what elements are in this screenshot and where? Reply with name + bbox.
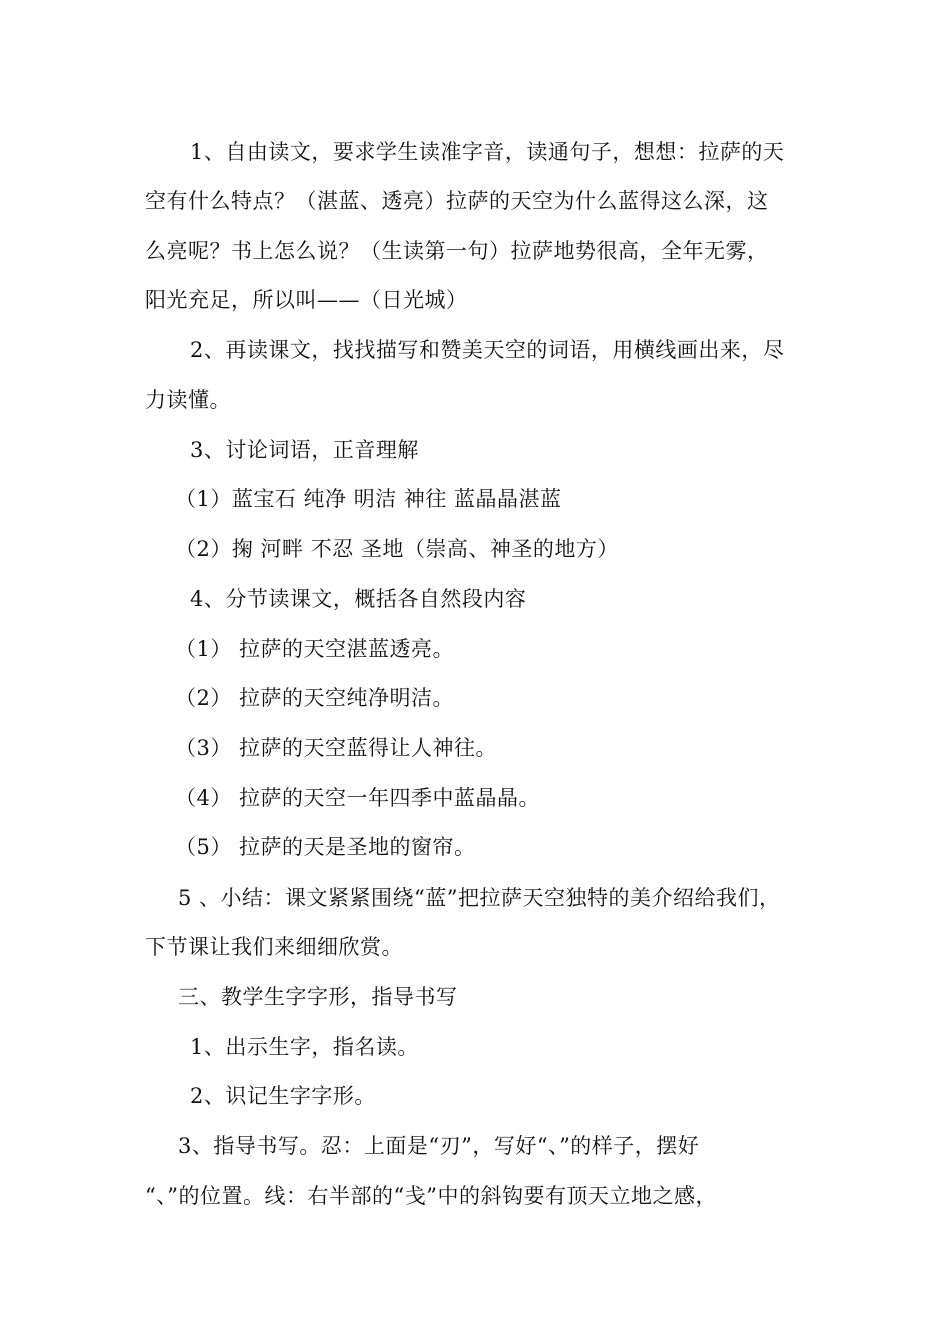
- text-line: 4、分节读课文，概括各自然段内容: [190, 587, 527, 611]
- text-line: 么亮呢？书上怎么说？（生读第一句）拉萨地势很高，全年无雾，: [145, 239, 769, 263]
- text-line: 3、讨论词语，正音理解: [190, 438, 419, 462]
- text-line: （5） 拉萨的天是圣地的窗帘。: [175, 835, 476, 859]
- text-line: 5 、小结：课文紧紧围绕“蓝”把拉萨天空独特的美介绍给我们，: [178, 886, 781, 910]
- text-line: （1）蓝宝石 纯净 明洁 神往 蓝晶晶湛蓝: [175, 487, 562, 511]
- text-line: 阳光充足，所以叫——（日光城）: [145, 288, 468, 312]
- text-line: （2）掬 河畔 不忍 圣地（崇高、神圣的地方）: [175, 537, 619, 561]
- text-line: 下节课让我们来细细欣赏。: [145, 935, 403, 959]
- text-line: （4） 拉萨的天空一年四季中蓝晶晶。: [175, 786, 541, 810]
- text-line: 3、指导书写。忍：上面是“刃”，写好“、”的样子，摆好: [178, 1134, 700, 1158]
- text-line: （2） 拉萨的天空纯净明洁。: [175, 686, 455, 710]
- text-line: 力读懂。: [145, 388, 231, 412]
- text-line: （3） 拉萨的天空蓝得让人神往。: [175, 736, 498, 760]
- text-line: 空有什么特点？（湛蓝、透亮）拉萨的天空为什么蓝得这么深，这: [145, 189, 769, 213]
- text-line: 2、识记生字字形。: [190, 1084, 376, 1108]
- text-line: 2、再读课文，找找描写和赞美天空的词语，用横线画出来，尽: [190, 338, 785, 362]
- text-line: “、”的位置。线：右半部的“戋”中的斜钩要有顶天立地之感，: [145, 1184, 717, 1208]
- text-line: （1） 拉萨的天空湛蓝透亮。: [175, 637, 455, 661]
- text-line: 1、出示生字，指名读。: [190, 1035, 419, 1059]
- text-line: 三、教学生字字形，指导书写: [178, 985, 458, 1009]
- text-line: 1、自由读文，要求学生读准字音，读通句子，想想：拉萨的天: [190, 140, 785, 164]
